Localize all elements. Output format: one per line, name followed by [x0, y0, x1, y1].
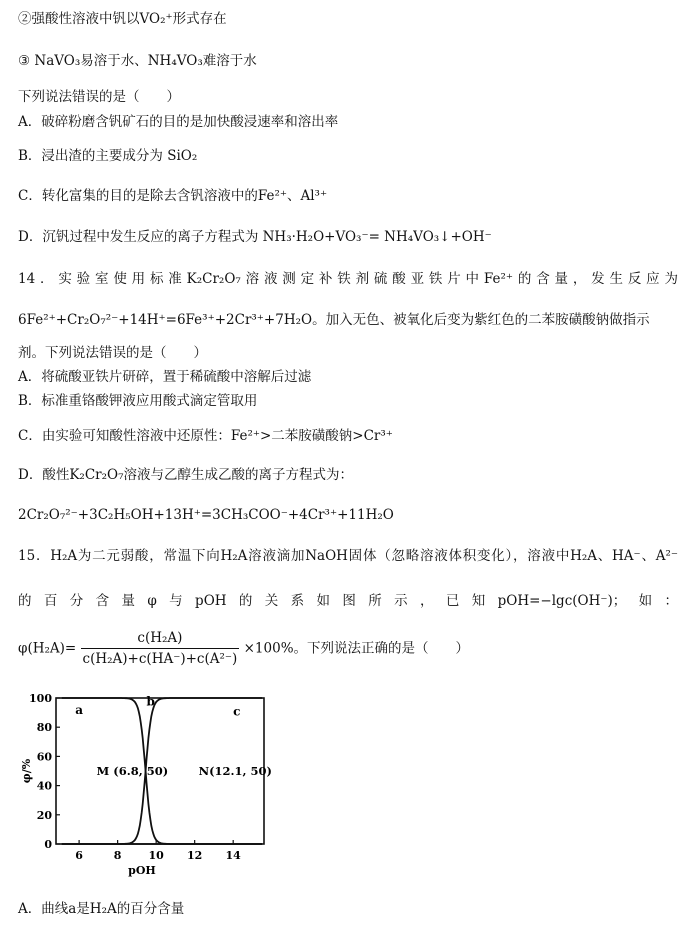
- q14-line-3: 剂。下列说法错误的是（ ）: [18, 345, 207, 361]
- series-label-c: c: [233, 704, 241, 719]
- series-label-b: b: [146, 694, 155, 709]
- line-2: ③ NaVO₃易溶于水、NH₄VO₃难溶于水: [18, 53, 257, 69]
- line-1: ②强酸性溶液中钒以VO₂⁺形式存在: [18, 11, 227, 27]
- y-tick-label-80: 80: [36, 721, 52, 735]
- y-axis-label: φ/%: [20, 758, 33, 784]
- y-tick-label-20: 20: [36, 808, 52, 822]
- y-tick-label-40: 40: [36, 779, 52, 793]
- formula-numerator: c(H₂A): [81, 628, 240, 649]
- q13-option-d: D．沉钒过程中发生反应的离子方程式为 NH₃·H₂O+VO₃⁻= NH₄VO₃↓+OH⁻: [18, 229, 492, 245]
- q13-option-c: C．转化富集的目的是除去含钒溶液中的Fe²⁺、Al³⁺: [18, 188, 328, 204]
- chart-ticks: [20, 692, 241, 877]
- q14-option-d: D．酸性K₂Cr₂O₇溶液与乙醇生成乙酸的离子方程式为：: [18, 467, 353, 483]
- q14-option-c: C．由实验可知酸性溶液中还原性：Fe²⁺>二苯胺磺酸钠>Cr³⁺: [18, 428, 393, 444]
- q13-option-a: A．破碎粉磨含钒矿石的目的是加快酸浸速率和溶出率: [18, 114, 339, 130]
- q14-option-b: B．标准重铬酸钾液应用酸式滴定管取用: [18, 393, 258, 409]
- q15-line-2: 的百分含量φ与pOH的关系如图所示，已知pOH=−lgc(OH⁻)；如：: [18, 593, 678, 609]
- y-tick-label-60: 60: [36, 750, 52, 764]
- q15-formula: [18, 628, 469, 669]
- x-tick-label-12: 12: [187, 849, 203, 862]
- chart-labels: [75, 694, 272, 778]
- formula-denominator: c(H₂A)+c(HA⁻)+c(A²⁻): [82, 651, 238, 667]
- q15-line-1: 15．H₂A为二元弱酸，常温下向H₂A溶液滴加NaOH固体（忽略溶液体积变化），溶液中H₂A、HA⁻、A²⁻: [18, 548, 678, 564]
- formula-tail: ×100%。下列说法正确的是（ ）: [243, 640, 470, 657]
- phi-poh-chart: [18, 688, 288, 888]
- q14-line-2: 6Fe²⁺+Cr₂O₇²⁻+14H⁺=6Fe³⁺+2Cr³⁺+7H₂O。加入无色、被氧化后变为紫红色的二苯胺磺酸钠做指示: [18, 312, 650, 328]
- x-tick-label-6: 6: [75, 849, 83, 862]
- q14-equation: 2Cr₂O₇²⁻+3C₂H₅OH+13H⁺=3CH₃COO⁻+4Cr³⁺+11H₂O: [18, 507, 394, 523]
- x-tick-label-14: 14: [225, 849, 241, 862]
- formula-fraction: [81, 628, 240, 669]
- x-tick-label-8: 8: [113, 849, 122, 862]
- q13-option-b: B．浸出渣的主要成分为 SiO₂: [18, 148, 198, 164]
- x-axis-label: pOH: [128, 864, 156, 877]
- series-label-a: a: [75, 703, 84, 718]
- y-tick-label-100: 100: [29, 692, 52, 705]
- formula-lhs: φ(H₂A)=: [18, 640, 77, 657]
- q14-line-1: 14．实验室使用标准K₂Cr₂O₇溶液测定补铁剂硫酸亚铁片中Fe²⁺的含量，发生反应为: [18, 271, 678, 287]
- annotation-m: M (6.8, 50): [96, 764, 169, 778]
- q13-stem: 下列说法错误的是（ ）: [18, 89, 180, 105]
- x-tick-label-10: 10: [148, 849, 164, 862]
- y-tick-label-0: 0: [44, 838, 52, 851]
- annotation-n: N(12.1, 50): [198, 764, 273, 778]
- q14-option-a: A．将硫酸亚铁片研碎，置于稀硫酸中溶解后过滤: [18, 369, 312, 385]
- q15-option-a: A．曲线a是H₂A的百分含量: [18, 901, 185, 917]
